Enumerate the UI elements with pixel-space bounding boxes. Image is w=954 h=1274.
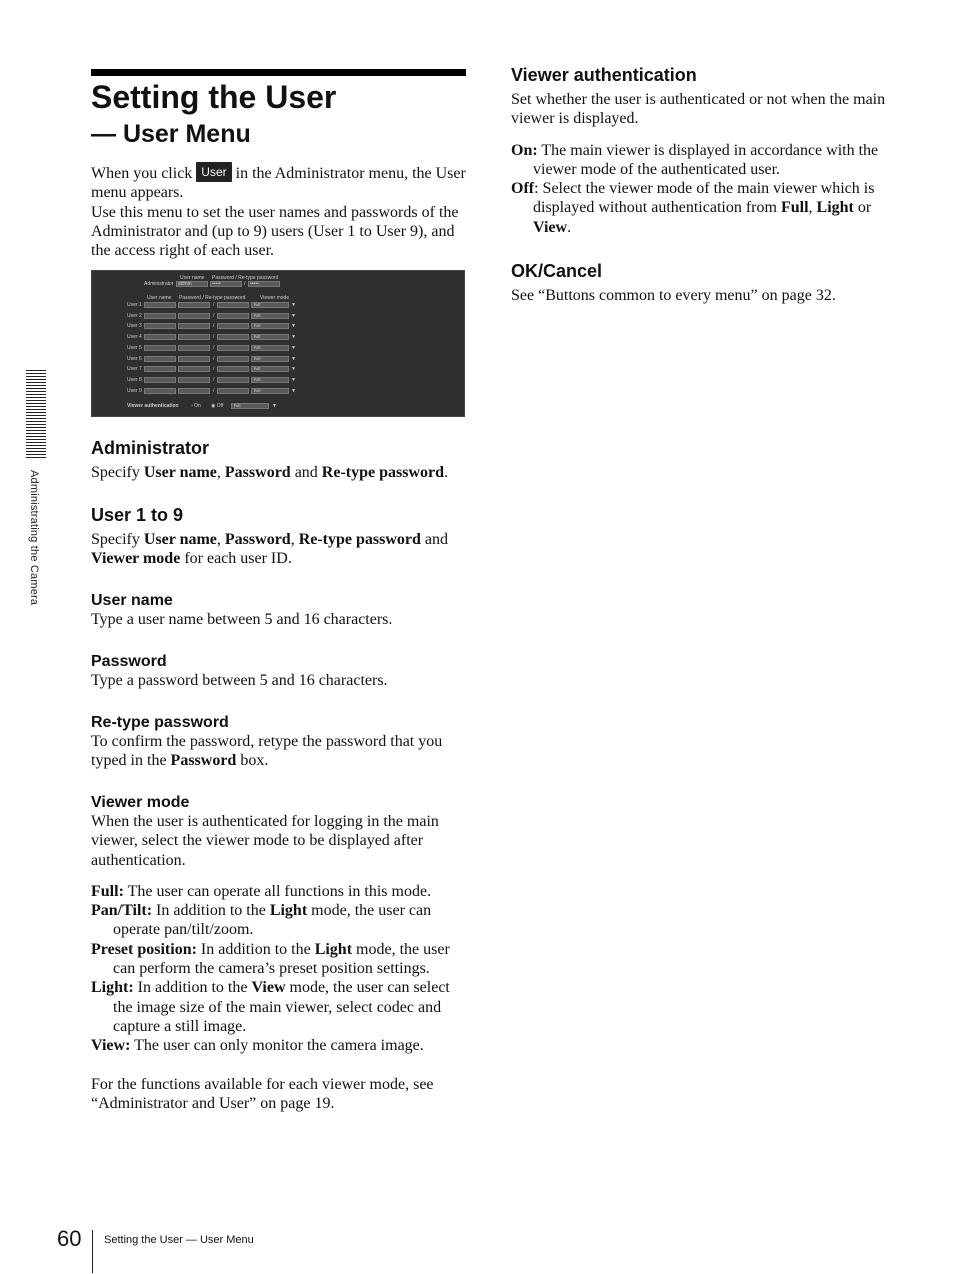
- ui-col-password: Password / Re-type password: [179, 295, 246, 301]
- ui-row-user-field: [144, 388, 176, 394]
- mode-light: [91, 978, 467, 1036]
- user-name-text: Type a user name between 5 and 16 characters.: [91, 611, 393, 628]
- ui-row-pw2-field: [217, 302, 249, 308]
- ui-row-pw2-field: [217, 388, 249, 394]
- viewer-auth-body: [511, 90, 891, 237]
- mode-view-desc: The user can only monitor the camera image.: [130, 1037, 424, 1055]
- ui-row-slash: /: [213, 376, 215, 383]
- ui-row-slash: /: [213, 302, 215, 308]
- ok-cancel-text: See “Buttons common to every menu” on page 32.: [511, 287, 836, 304]
- ui-row-slash: /: [213, 366, 215, 373]
- ui-admin-user-value: admin: [178, 281, 192, 287]
- ui-admin-pw2-value: •••••: [250, 281, 259, 287]
- page-subtitle: — User Menu: [91, 120, 251, 148]
- ui-row-mode-select: Full: [251, 334, 289, 340]
- retype-heading: Re-type password: [91, 714, 229, 731]
- intro-para2: Use this menu to set the user names and passwords of the Administrator and (up to 9) users (User 1 to User 9), and the access right of each user.: [91, 203, 459, 260]
- mode-preset-t1: In addition to the: [196, 940, 315, 958]
- ui-radio-off: ◉ Off: [211, 403, 224, 409]
- mode-pan-tilt: [91, 901, 467, 940]
- ui-row-chevron-down-icon: ▼: [291, 312, 296, 319]
- ui-row-pw2-field: [217, 313, 249, 319]
- intro-before: When you click: [91, 165, 197, 182]
- ui-on-text: On: [194, 403, 201, 409]
- ui-row-mode-select: Full: [251, 302, 289, 308]
- ui-row-user-field: [144, 302, 176, 308]
- mode-light-term: Light:: [91, 979, 134, 997]
- mode-pan-b2: Light: [269, 902, 308, 920]
- administrator-heading: Administrator: [91, 438, 210, 458]
- mode-preset-b2: Light: [314, 940, 353, 958]
- viewer-mode-heading: Viewer mode: [91, 794, 190, 811]
- mode-view: [91, 1036, 467, 1055]
- mode-preset: [91, 940, 467, 979]
- ui-row-chevron-down-icon: ▼: [291, 355, 296, 362]
- users-t4: and: [420, 531, 449, 548]
- ui-row-mode-select: Full: [251, 323, 289, 329]
- users-t5: for each user ID.: [180, 550, 292, 568]
- title-rule: [91, 69, 466, 76]
- ui-row-slash: /: [213, 387, 215, 394]
- ui-row-pw-field: [178, 356, 210, 362]
- users-b1: User name: [143, 531, 217, 548]
- ui-row-mode-select: Full: [251, 366, 289, 372]
- users-b4: Viewer mode: [91, 550, 181, 568]
- ui-admin-label: Administrator: [144, 281, 174, 287]
- ui-viewer-auth-label: Viewer authentication: [127, 403, 179, 409]
- administrator-b2: Password: [224, 464, 291, 481]
- ui-row-slash: /: [213, 355, 215, 362]
- viewer-auth-on-term: On:: [511, 141, 538, 159]
- password-text: Type a password between 5 and 16 characters.: [91, 672, 388, 689]
- footer-rule: [92, 1230, 93, 1273]
- ui-row-mode-select: Full: [251, 313, 289, 319]
- mode-full: [91, 882, 467, 901]
- mode-light-b2: View: [251, 979, 286, 997]
- viewer-auth-off-t2: ,: [808, 199, 817, 217]
- intro-after: in the Administrator menu, the User menu appears.: [91, 165, 466, 202]
- viewer-auth-off-term: Off: [511, 180, 535, 198]
- ui-radio-on: ◦ On: [191, 403, 201, 409]
- ui-row-user-field: [144, 345, 176, 351]
- administrator-t4: .: [444, 464, 449, 481]
- ui-row-chevron-down-icon: ▼: [291, 334, 296, 341]
- ui-row-user-field: [144, 366, 176, 372]
- ui-row-mode-select: Full: [251, 356, 289, 362]
- ui-slash: /: [244, 281, 246, 287]
- users-text: [91, 530, 471, 569]
- administrator-b1: User name: [143, 464, 217, 481]
- ui-row-mode-select: Full: [251, 345, 289, 351]
- viewer-auth-off-b4: View: [533, 218, 568, 236]
- ui-row-slash: /: [213, 334, 215, 341]
- viewer-auth-off-t1: : Select the viewer mode of the main viewer which is displayed without authentication from: [533, 180, 875, 217]
- ui-off-text: Off: [216, 403, 224, 409]
- mode-preset-term: Preset position:: [91, 940, 197, 958]
- ui-head-user-name: User name: [180, 275, 205, 281]
- ui-row-pw2-field: [217, 323, 249, 329]
- ui-row-user-field: [144, 356, 176, 362]
- ui-row-user-field: [144, 334, 176, 340]
- ui-row-pw-field: [178, 377, 210, 383]
- ui-row-chevron-down-icon: ▼: [291, 302, 296, 308]
- ui-chevron-down-icon: ▼: [272, 403, 277, 409]
- users-t2: ,: [216, 531, 225, 548]
- administrator-t3: and: [290, 464, 322, 481]
- ui-row-pw2-field: [217, 366, 249, 372]
- ui-row-label: User 9: [127, 387, 142, 394]
- ui-row-pw-field: [178, 345, 210, 351]
- ui-row-label: User 2: [127, 312, 142, 319]
- ui-row-label: User 5: [127, 344, 142, 351]
- ui-row-label: User 7: [127, 366, 142, 373]
- ui-row-label: User 8: [127, 376, 142, 383]
- page-title: Setting the User: [91, 79, 337, 115]
- ui-row-pw-field: [178, 313, 210, 319]
- ui-row-pw-field: [178, 366, 210, 372]
- ui-row-slash: /: [213, 312, 215, 319]
- viewer-auth-off-t4: .: [567, 218, 572, 236]
- mode-view-term: View:: [91, 1037, 131, 1055]
- mode-pan-t1: In addition to the: [152, 902, 270, 920]
- ui-row-slash: /: [213, 344, 215, 351]
- ui-row-slash: /: [213, 323, 215, 330]
- administrator-text: [91, 463, 471, 482]
- ui-row-label: User 6: [127, 355, 142, 362]
- ui-row-label: User 1: [127, 302, 142, 308]
- administrator-t2: ,: [216, 464, 225, 481]
- user-menu-screenshot: [91, 270, 465, 417]
- viewer-auth-off-b3: Light: [816, 199, 854, 217]
- ui-row-mode-select: Full: [251, 388, 289, 394]
- users-b2: Password: [224, 531, 291, 548]
- ui-admin-pw-value: •••••: [212, 281, 221, 287]
- ui-row-pw2-field: [217, 334, 249, 340]
- viewer-mode-footnote: For the functions available for each viewer mode, see “Administrator and User” on page 19.: [91, 1075, 434, 1112]
- ui-row-pw-field: [178, 323, 210, 329]
- ui-head-password: Password / Re-type password: [212, 275, 279, 281]
- ui-auth-mode-value: Full: [234, 403, 241, 408]
- ui-col-viewer-mode: Viewer mode: [260, 295, 290, 301]
- viewer-auth-off: [511, 179, 891, 237]
- ui-col-user-name: User name: [147, 295, 172, 301]
- retype-b1: Password: [170, 752, 237, 770]
- ui-auth-mode-select: [231, 403, 269, 409]
- side-tab-marker: [26, 370, 46, 460]
- retype-t1: To confirm the password, retype the password that you typed in the: [91, 733, 443, 770]
- running-title: Setting the User — User Menu: [104, 1234, 254, 1246]
- ui-row-chevron-down-icon: ▼: [291, 387, 296, 394]
- ui-row-pw-field: [178, 302, 210, 308]
- ok-cancel-heading: OK/Cancel: [511, 261, 603, 281]
- mode-pan-term: Pan/Tilt:: [91, 902, 153, 920]
- viewer-auth-off-t3: or: [853, 199, 872, 217]
- mode-light-t2: mode, the user can select the image size of the main viewer, select codec and capture a still image.: [113, 979, 450, 1035]
- viewer-auth-on-desc: The main viewer is displayed in accordance with the viewer mode of the authenticated user.: [533, 141, 879, 178]
- ui-row-pw-field: [178, 388, 210, 394]
- users-t1: Specify: [91, 531, 144, 548]
- mode-pan-t2: mode, the user can operate pan/tilt/zoom.: [113, 902, 432, 939]
- mode-full-term: Full:: [91, 882, 124, 900]
- viewer-auth-off-b2: Full: [780, 199, 809, 217]
- users-heading: User 1 to 9: [91, 505, 184, 525]
- ui-row-user-field: [144, 323, 176, 329]
- ui-row-chevron-down-icon: ▼: [291, 376, 296, 383]
- administrator-t1: Specify: [91, 464, 144, 481]
- ui-row-pw2-field: [217, 377, 249, 383]
- ui-row-chevron-down-icon: ▼: [291, 344, 296, 351]
- ui-row-chevron-down-icon: ▼: [291, 323, 296, 330]
- ui-row-chevron-down-icon: ▼: [291, 366, 296, 373]
- ui-row-user-field: [144, 313, 176, 319]
- intro-text: [91, 162, 467, 260]
- viewer-mode-body: [91, 812, 467, 1113]
- ui-row-pw2-field: [217, 345, 249, 351]
- administrator-b3: Re-type password: [321, 464, 445, 481]
- viewer-auth-heading: Viewer authentication: [511, 65, 697, 85]
- ui-row-mode-select: Full: [251, 377, 289, 383]
- ui-row-pw-field: [178, 334, 210, 340]
- users-t3: ,: [290, 531, 299, 548]
- ui-row-user-field: [144, 377, 176, 383]
- ui-row-label: User 4: [127, 334, 142, 341]
- viewer-mode-text: When the user is authenticated for logging in the main viewer, select the viewer mode to be displayed after authentication.: [91, 813, 439, 869]
- viewer-auth-on: [511, 141, 891, 180]
- mode-preset-t2: mode, the user can perform the camera’s preset position settings.: [113, 940, 450, 978]
- ui-row-pw2-field: [217, 356, 249, 362]
- side-tab-label: Administrating the Camera: [28, 470, 40, 606]
- mode-light-t1: In addition to the: [133, 979, 252, 997]
- viewer-auth-text: Set whether the user is authenticated or not when the main viewer is displayed.: [511, 91, 886, 128]
- user-name-heading: User name: [91, 592, 173, 609]
- retype-t2: box.: [236, 752, 269, 770]
- mode-full-desc: The user can operate all functions in this mode.: [123, 882, 432, 900]
- retype-text: [91, 732, 467, 771]
- password-heading: Password: [91, 653, 167, 670]
- ui-row-label: User 3: [127, 323, 142, 330]
- user-button-image: User: [196, 162, 231, 182]
- page-number: 60: [57, 1226, 82, 1251]
- users-b3: Re-type password: [298, 531, 421, 548]
